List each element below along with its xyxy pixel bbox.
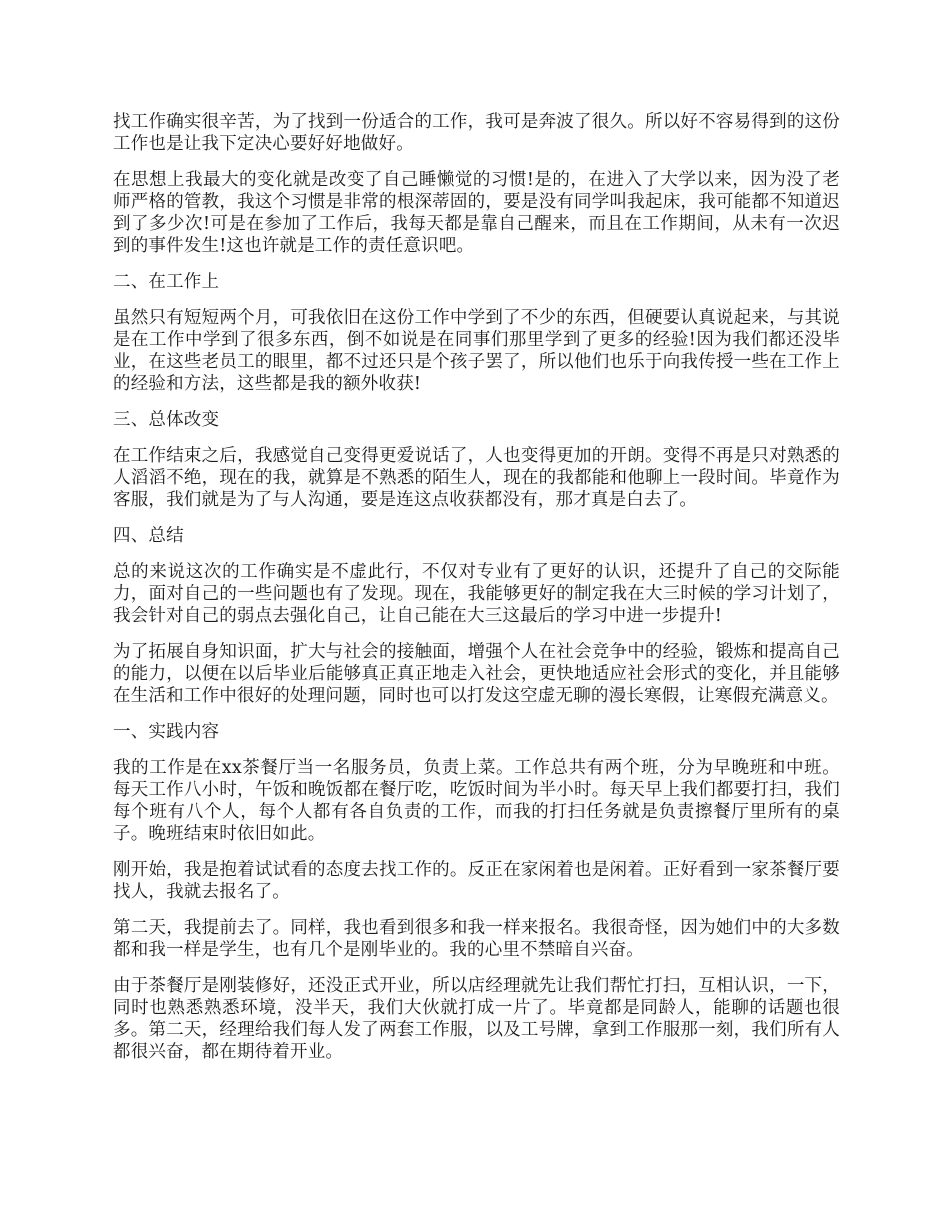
section-heading: 三、总体改变 [113,410,220,430]
paragraph: 第二天，我提前去了。同样，我也看到很多和我一样来报名。我很奇怪，因为她们中的大多数都和我一样是学生，也有几个是刚毕业的。我的心里不禁暗自兴奋。 [113,918,840,960]
paragraph: 虽然只有短短两个月，可我依旧在这份工作中学到了不少的东西，但硬要认真说起来，与其说是在工作中学到了很多东西，倒不如说是在同事们那里学到了更多的经验!因为我们都还没毕业，在这些老员工的眼里，都不过还只是个孩子罢了，所以他们也乐于向我传授一些在工作上的经验和方法，这些都是我的额外收获! [113,308,840,394]
paragraph: 总的来说这次的工作确实是不虚此行，不仅对专业有了更好的认识，还提升了自己的交际能力，面对自己的一些问题也有了发现。现在，我能够更好的制定我在大三时候的学习计划了，我会针对自己的弱点去强化自己，让自己能在大三这最后的学习中进一步提升! [113,562,840,626]
paragraph: 为了拓展自身知识面，扩大与社会的接触面，增强个人在社会竞争中的经验，锻炼和提高自己的能力，以便在以后毕业后能够真正真正地走入社会，更快地适应社会形式的变化，并且能够在生活和工作中很好的处理问题，同时也可以打发这空虚无聊的漫长寒假，让寒假充满意义。 [113,642,840,706]
paragraph: 找工作确实很辛苦，为了找到一份适合的工作，我可是奔波了很久。所以好不容易得到的这份工作也是让我下定决心要好好地做好。 [113,112,840,154]
section-heading: 二、在工作上 [113,272,220,292]
paragraph: 刚开始，我是抱着试试看的态度去找工作的。反正在家闲着也是闲着。正好看到一家茶餐厅要找人，我就去报名了。 [113,860,840,902]
document-body [113,111,840,1077]
section-heading: 一、实践内容 [113,722,220,742]
paragraph: 在工作结束之后，我感觉自己变得更爱说话了，人也变得更加的开朗。变得不再是只对熟悉的人滔滔不绝，现在的我，就算是不熟悉的陌生人，现在的我都能和他聊上一段时间。毕竟作为客服，我们就是为了与人沟通，要是连这点收获都没有，那才真是白去了。 [113,446,840,510]
section-heading: 四、总结 [113,526,184,546]
paragraph: 由于茶餐厅是刚装修好，还没正式开业，所以店经理就先让我们帮忙打扫，互相认识，一下，同时也熟悉熟悉环境，没半天，我们大伙就打成一片了。毕竟都是同龄人，能聊的话题也很多。第二天，经理给我们每人发了两套工作服，以及工号牌，拿到工作服那一刻，我们所有人都很兴奋，都在期待着开业。 [113,976,840,1062]
paragraph: 在思想上我最大的变化就是改变了自己睡懒觉的习惯!是的，在进入了大学以来，因为没了老师严格的管教，我这个习惯是非常的根深蒂固的，要是没有同学叫我起床，我可能都不知道迟到了多少次!可是在参加了工作后，我每天都是靠自己醒来，而且在工作期间，从未有一次迟到的事件发生!这也许就是工作的责任意识吧。 [113,170,840,256]
paragraph: 我的工作是在xx茶餐厅当一名服务员，负责上菜。工作总共有两个班，分为早晚班和中班。每天工作八小时，午饭和晚饭都在餐厅吃，吃饭时间为半小时。每天早上我们都要打扫，我们每个班有八个人，每个人都有各自负责的工作，而我的打扫任务就是负责擦餐厅里所有的桌子。晚班结束时依旧如此。 [113,758,840,844]
